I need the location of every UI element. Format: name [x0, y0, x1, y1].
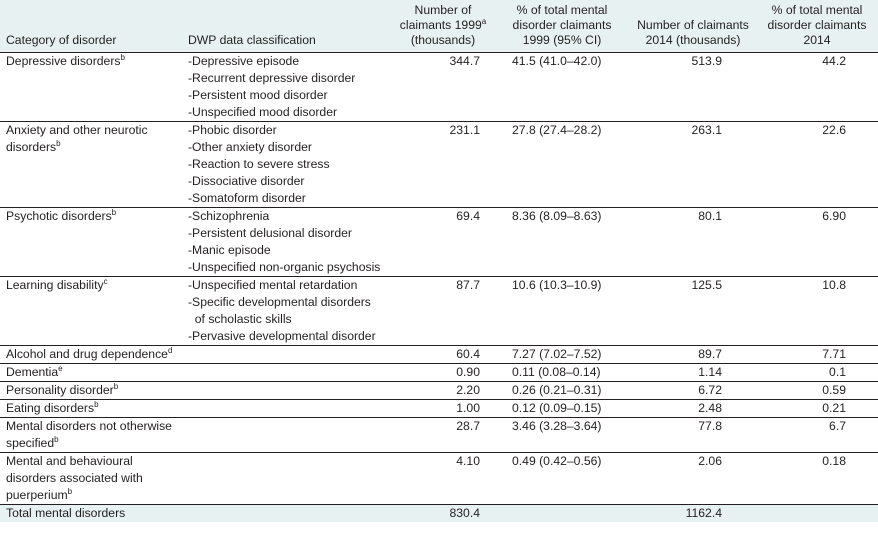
- pct-2014-cell: 6.7: [756, 418, 878, 453]
- category-label: Mental disorders not otherwise specified: [6, 419, 172, 450]
- dwp-classification-item: -Phobic disorder: [188, 123, 277, 137]
- category-label: Dementia: [6, 365, 59, 379]
- category-label: Personality disorder: [6, 383, 114, 397]
- claimants-1999-cell: 1.00: [392, 400, 494, 418]
- dwp-classification-cell: [182, 346, 392, 364]
- claimants-2014-cell: 89.7: [630, 346, 756, 364]
- pct-2014-cell: 0.1: [756, 364, 878, 382]
- footnote-marker: b: [54, 435, 59, 444]
- pct-1999-cell: 0.11 (0.08–0.14): [494, 364, 630, 382]
- pct-1999-cell: 3.46 (3.28–3.64): [494, 418, 630, 453]
- pct-1999-cell: 0.12 (0.09–0.15): [494, 400, 630, 418]
- dwp-classification-item: -Depressive episode: [188, 54, 300, 68]
- category-label: Alcohol and drug dependence: [6, 347, 168, 361]
- total-pct-1999: [494, 505, 630, 523]
- table-row: [0, 400, 878, 418]
- category-cell: [0, 382, 182, 400]
- total-label: Total mental disorders: [0, 505, 182, 523]
- category-label: Anxiety and other neurotic disorders: [6, 123, 148, 154]
- claimants-2014-cell: 1.14: [630, 364, 756, 382]
- dwp-classification-item: -Persistent mood disorder: [188, 88, 328, 102]
- dwp-classification-item: -Persistent delusional disorder: [188, 226, 352, 240]
- claimants-1999-cell: 0.90: [392, 364, 494, 382]
- dwp-classification-cell: [182, 418, 392, 453]
- pct-2014-cell: 0.21: [756, 400, 878, 418]
- table-row: [0, 53, 878, 122]
- claimants-2014-cell: 6.72: [630, 382, 756, 400]
- dwp-classification-cell: [182, 208, 392, 277]
- pct-2014-cell: 10.8: [756, 277, 878, 346]
- category-label: Depressive disorders: [6, 54, 121, 68]
- claimants-1999-cell: 69.4: [392, 208, 494, 277]
- total-pct-2014: [756, 505, 878, 523]
- footnote-marker: b: [67, 487, 73, 496]
- claimants-1999-cell: 60.4: [392, 346, 494, 364]
- footnote-marker: b: [120, 53, 125, 62]
- pct-1999-cell: 0.49 (0.42–0.56): [494, 453, 630, 505]
- claimants-2014-cell: 2.48: [630, 400, 756, 418]
- category-label: Learning disability: [6, 278, 104, 292]
- table-row: [0, 122, 878, 208]
- table-body: [0, 53, 878, 523]
- claimants-2014-cell: 263.1: [630, 122, 756, 208]
- total-dwp: [182, 505, 392, 523]
- header-category: Category of disorder: [0, 0, 182, 53]
- footnote-marker: b: [111, 208, 117, 217]
- header-claimants-1999-label: Number of claimants 1999: [399, 3, 482, 32]
- footnote-marker: c: [103, 277, 108, 286]
- dwp-classification-item: -Manic episode: [188, 243, 271, 257]
- table-row: [0, 453, 878, 505]
- dwp-classification-cell: [182, 122, 392, 208]
- header-row: [0, 0, 878, 53]
- dwp-classification-cell: [182, 453, 392, 505]
- footnote-marker: b: [94, 400, 99, 409]
- pct-1999-cell: 7.27 (7.02–7.52): [494, 346, 630, 364]
- claimants-1999-cell: 2.20: [392, 382, 494, 400]
- table-row: [0, 277, 878, 346]
- claimants-1999-cell: 28.7: [392, 418, 494, 453]
- category-label: Psychotic disorders: [6, 209, 112, 223]
- dwp-classification-cell: [182, 277, 392, 346]
- category-cell: [0, 364, 182, 382]
- dwp-classification-cell: [182, 53, 392, 122]
- dwp-classification-item: -Specific developmental disorders: [188, 295, 371, 309]
- category-cell: [0, 453, 182, 505]
- claimants-1999-cell: 344.7: [392, 53, 494, 122]
- dwp-classification-item: -Somatoform disorder: [188, 191, 306, 205]
- pct-1999-cell: 10.6 (10.3–10.9): [494, 277, 630, 346]
- dwp-classification-item: -Unspecified mood disorder: [188, 105, 338, 119]
- dwp-classification-cell: [182, 382, 392, 400]
- dwp-classification-item: -Other anxiety disorder: [188, 140, 312, 154]
- header-pct-1999: % of total mental disorder claimants 1999 (95% CI): [494, 0, 630, 53]
- footnote-marker: a: [481, 17, 487, 26]
- category-label: Mental and behavioural disorders associated with puerperium: [6, 454, 143, 502]
- table-row: [0, 364, 878, 382]
- header-claimants-2014: Number of claimants 2014 (thousands): [630, 0, 756, 53]
- header-claimants-1999-unit: (thousands): [410, 33, 476, 47]
- total-row: [0, 505, 878, 523]
- dwp-classification-cell: [182, 400, 392, 418]
- category-cell: [0, 208, 182, 277]
- pct-2014-cell: 22.6: [756, 122, 878, 208]
- footnote-marker: b: [56, 139, 61, 148]
- header-claimants-1999: [392, 0, 494, 53]
- pct-2014-cell: 7.71: [756, 346, 878, 364]
- dwp-classification-item: -Unspecified non-organic psychosis: [188, 260, 381, 274]
- pct-2014-cell: 44.2: [756, 53, 878, 122]
- category-cell: [0, 346, 182, 364]
- total-claimants-1999: 830.4: [392, 505, 494, 523]
- dwp-classification-item: -Schizophrenia: [188, 209, 270, 223]
- dwp-classification-item: -Recurrent depressive disorder: [188, 71, 356, 85]
- dwp-classification-cell: [182, 364, 392, 382]
- category-label: Eating disorders: [6, 401, 95, 415]
- header-dwp-classification: DWP data classification: [182, 0, 392, 53]
- table-row: [0, 382, 878, 400]
- pct-2014-cell: 0.18: [756, 453, 878, 505]
- dwp-classification-item: -Reaction to severe stress: [188, 157, 330, 171]
- dwp-classification-item: -Unspecified mental retardation: [188, 278, 358, 292]
- claimants-1999-cell: 87.7: [392, 277, 494, 346]
- pct-1999-cell: 27.8 (27.4–28.2): [494, 122, 630, 208]
- claimants-2014-cell: 2.06: [630, 453, 756, 505]
- dwp-classification-item: -Pervasive developmental disorder: [188, 329, 376, 343]
- table-row: [0, 208, 878, 277]
- dwp-classification-item: -Dissociative disorder: [188, 174, 305, 188]
- claimants-2014-cell: 513.9: [630, 53, 756, 122]
- claimants-1999-cell: 4.10: [392, 453, 494, 505]
- table-row: [0, 346, 878, 364]
- pct-1999-cell: 8.36 (8.09–8.63): [494, 208, 630, 277]
- category-cell: [0, 122, 182, 208]
- header-pct-2014: % of total mental disorder claimants 2014: [756, 0, 878, 53]
- claimants-1999-cell: 231.1: [392, 122, 494, 208]
- dwp-classification-item: of scholastic skills: [188, 312, 292, 326]
- category-cell: [0, 277, 182, 346]
- pct-2014-cell: 6.90: [756, 208, 878, 277]
- total-claimants-2014: 1162.4: [630, 505, 756, 523]
- footnote-marker: e: [58, 364, 63, 373]
- category-cell: [0, 53, 182, 122]
- category-cell: [0, 418, 182, 453]
- claimants-2014-cell: 80.1: [630, 208, 756, 277]
- pct-1999-cell: 0.26 (0.21–0.31): [494, 382, 630, 400]
- table-row: [0, 418, 878, 453]
- pct-1999-cell: 41.5 (41.0–42.0): [494, 53, 630, 122]
- footnote-marker: b: [113, 382, 119, 391]
- pct-2014-cell: 0.59: [756, 382, 878, 400]
- footnote-marker: d: [167, 346, 173, 355]
- category-cell: [0, 400, 182, 418]
- claimants-2014-cell: 77.8: [630, 418, 756, 453]
- claimants-2014-cell: 125.5: [630, 277, 756, 346]
